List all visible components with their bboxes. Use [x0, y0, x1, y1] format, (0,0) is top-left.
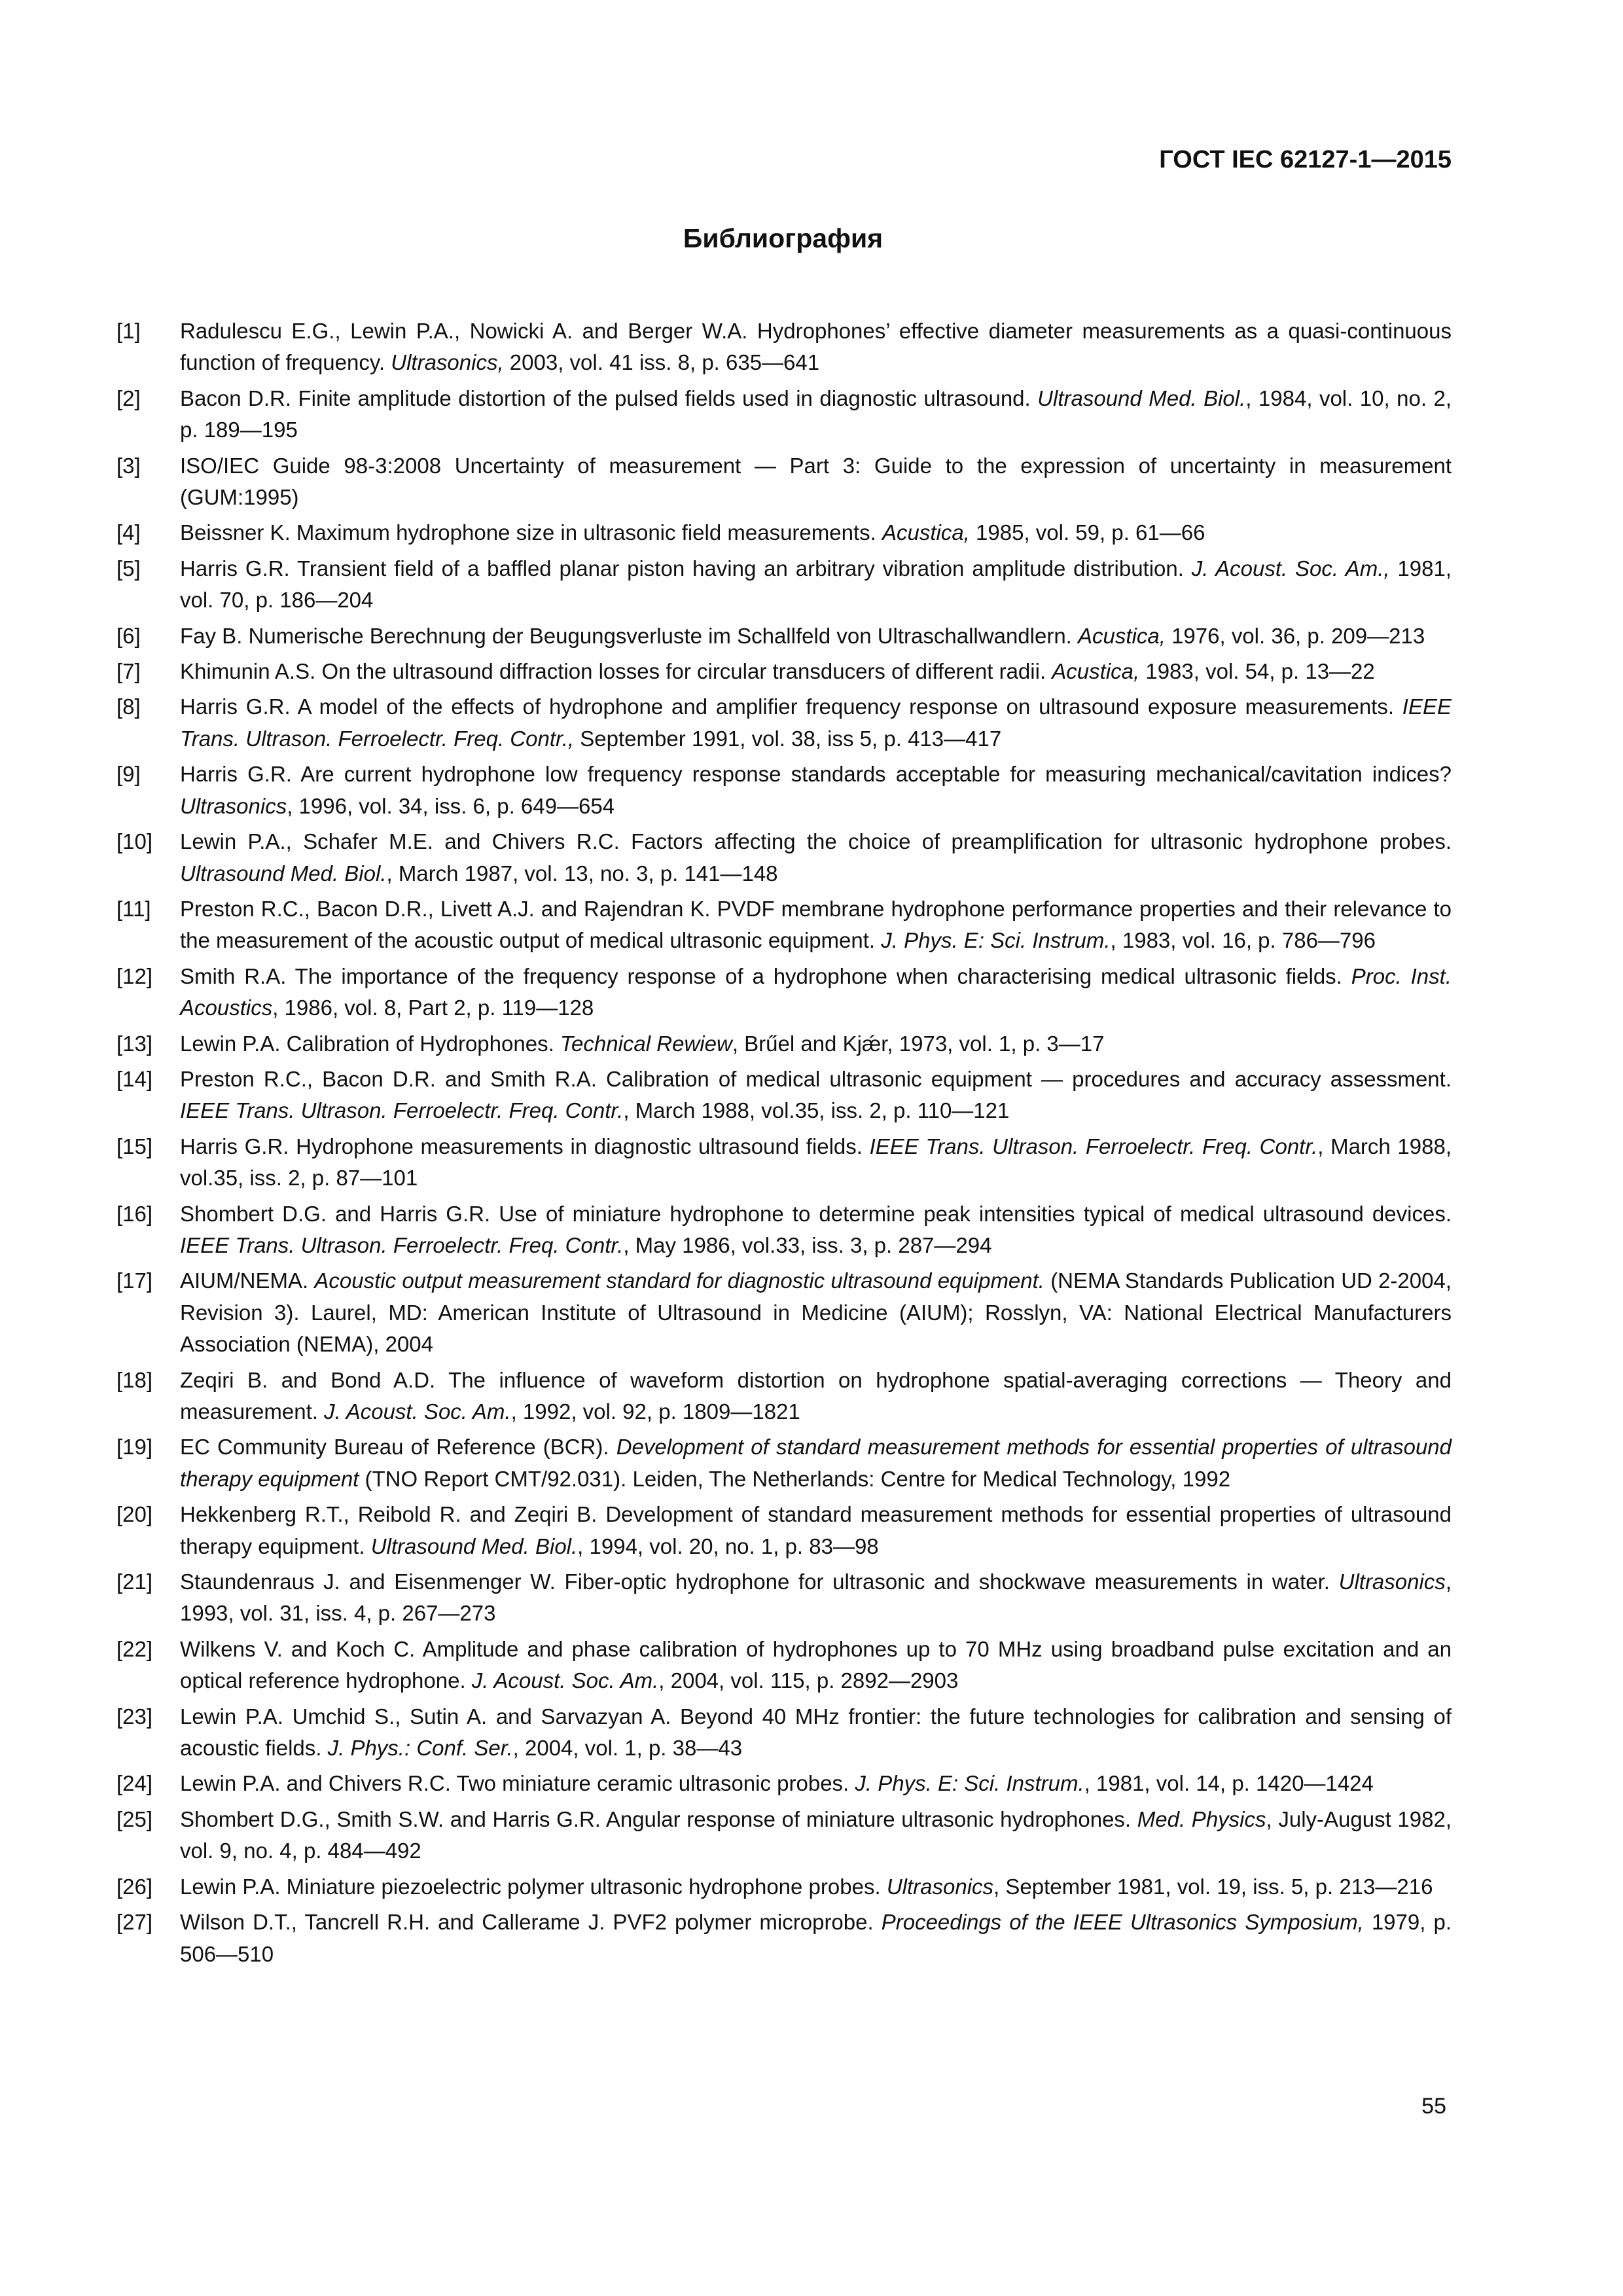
reference-number: [5] [116, 556, 141, 581]
reference-number: [13] [116, 1031, 153, 1056]
reference-number: [23] [116, 1704, 153, 1729]
reference-item [116, 315, 1452, 379]
reference-source-italic: Ultrasonics, [391, 350, 504, 375]
reference-text-part: , Brűel and Kjǽr, 1973, vol. 1, p. 3—17 [732, 1031, 1105, 1056]
reference-item [116, 1907, 1452, 1970]
reference-item [116, 383, 1452, 446]
reference-source-italic: Ultrasonics [1338, 1570, 1446, 1594]
reference-text [180, 691, 1452, 755]
reference-text-part: , 1984, vol. 10, no. 2, p. 189—195 [180, 386, 1452, 442]
reference-item [116, 1431, 1452, 1495]
reference-number: [8] [116, 694, 141, 719]
reference-source-italic: Ultrasonics [886, 1874, 994, 1899]
reference-number: [12] [116, 963, 153, 988]
reference-text [180, 450, 1452, 514]
reference-item [116, 1064, 1452, 1127]
reference-text-part: , September 1981, vol. 19, iss. 5, p. 213—216 [993, 1874, 1433, 1899]
reference-item [116, 961, 1452, 1024]
reference-text-part: , July-August 1982, vol. 9, no. 4, p. 484—492 [180, 1806, 1452, 1863]
reference-text-part: Harris G.R. Hydrophone measurements in diagnostic ultrasound fields. [180, 1134, 870, 1158]
reference-text [180, 1198, 1452, 1262]
reference-text [180, 1871, 1452, 1903]
reference-text-part: , 1994, vol. 20, no. 1, p. 83—98 [577, 1534, 879, 1558]
reference-text [180, 315, 1452, 379]
reference-text [180, 826, 1452, 889]
reference-text-part: , 1983, vol. 16, p. 786—796 [1110, 928, 1376, 953]
reference-item [116, 826, 1452, 889]
reference-source-italic: Ultrasonics [180, 793, 287, 818]
reference-number: [24] [116, 1771, 153, 1796]
reference-item [116, 1566, 1452, 1630]
reference-source-italic: Proc. Inst. Acoustics [180, 963, 1452, 1020]
reference-item [116, 656, 1452, 687]
reference-source-italic: Ultrasound Med. Biol. [1037, 386, 1246, 410]
reference-text-part: Preston R.C., Bacon D.R. and Smith R.A. Calibration of medical ultrasonic equipment — procedures and accuracy assessment. [180, 1066, 1452, 1091]
reference-text-part: 2003, vol. 41 iss. 8, p. 635—641 [503, 350, 820, 375]
reference-item [116, 1499, 1452, 1562]
reference-text-part: , 1996, vol. 34, iss. 6, p. 649—654 [287, 793, 615, 818]
reference-text-part: Hekkenberg R.T., Reibold R. and Zeqiri B. Development of standard measurement methods for essential properties of ultrasound therapy equipment. [180, 1502, 1452, 1558]
reference-text-part: 1981, vol. 70, p. 186—204 [180, 556, 1452, 613]
reference-text-part: Lewin P.A., Schafer M.E. and Chivers R.C. Factors affecting the choice of preamplification for ultrasonic hydrophone probes. [180, 829, 1452, 854]
reference-text-part: Harris G.R. Are current hydrophone low frequency response standards acceptable for measuring mechanical/cavitation indices? [180, 762, 1452, 787]
reference-number: [20] [116, 1502, 153, 1527]
reference-text [180, 1566, 1452, 1630]
reference-source-italic: Ultrasound Med. Biol. [370, 1534, 578, 1558]
reference-item [116, 1365, 1452, 1428]
reference-text-part: , 1986, vol. 8, Part 2, p. 119—128 [272, 996, 594, 1020]
reference-text [180, 517, 1452, 548]
reference-item [116, 1768, 1452, 1799]
reference-source-italic: Development of standard measurement methods for essential properties of ultrasound therapy equipment [180, 1435, 1452, 1491]
reference-item [116, 1871, 1452, 1903]
reference-number: [1] [116, 319, 141, 343]
reference-text-part: (NEMA Standards Publication UD 2-2004, Revision 3). Laurel, MD: American Institute of Ultrasound in Medicine (AIUM); Rosslyn, VA: National Electrical Manufacturers Association (NEMA), 2004 [180, 1268, 1452, 1357]
reference-text [180, 383, 1452, 446]
reference-text-part: , March 1988, vol.35, iss. 2, p. 110—121 [623, 1098, 1010, 1123]
reference-text-part: 1985, vol. 59, p. 61—66 [969, 520, 1205, 545]
reference-text-part: 1983, vol. 54, p. 13—22 [1139, 659, 1375, 684]
reference-number: [6] [116, 623, 141, 648]
reference-text-part: , March 1987, vol. 13, no. 3, p. 141—148 [386, 861, 778, 886]
reference-text-part: Harris G.R. A model of the effects of hydrophone and amplifier frequency response on ultrasound exposure measurements. [180, 694, 1402, 719]
reference-text-part: , 1981, vol. 14, p. 1420—1424 [1084, 1771, 1374, 1796]
reference-text [180, 1064, 1452, 1127]
reference-item [116, 759, 1452, 822]
reference-item [116, 1028, 1452, 1060]
reference-number: [10] [116, 829, 153, 854]
reference-text [180, 893, 1452, 957]
reference-text-part: , 2004, vol. 115, p. 2892—2903 [658, 1668, 959, 1693]
reference-item [116, 517, 1452, 548]
reference-number: [19] [116, 1435, 153, 1460]
reference-text-part: ISO/IEC Guide 98-3:2008 Uncertainty of measurement — Part 3: Guide to the expression of uncertainty in measurement (GUM:1995) [180, 453, 1452, 510]
reference-number: [26] [116, 1874, 153, 1899]
reference-text-part: Khimunin A.S. On the ultrasound diffraction losses for circular transducers of different radii. [180, 659, 1052, 684]
reference-text-part: Bacon D.R. Finite amplitude distortion of the pulsed fields used in diagnostic ultrasound. [180, 386, 1038, 410]
reference-source-italic: J. Acoust. Soc. Am. [324, 1399, 511, 1424]
reference-text [180, 1265, 1452, 1360]
reference-text [180, 961, 1452, 1024]
reference-text [180, 1804, 1452, 1867]
reference-source-italic: Med. Physics [1137, 1806, 1266, 1831]
reference-number: [27] [116, 1910, 153, 1935]
reference-source-italic: Technical Rewiew [560, 1031, 732, 1056]
reference-source-italic: IEEE Trans. Ultrason. Ferroelectr. Freq. Contr. [180, 1098, 624, 1123]
reference-source-italic: Acustica, [1078, 623, 1166, 648]
reference-text-part: Preston R.C., Bacon D.R., Livett A.J. and Rajendran K. PVDF membrane hydrophone performance properties and their relevance to the measurement of the acoustic output of medical ultrasonic equipment. [180, 896, 1452, 953]
reference-number: [25] [116, 1806, 153, 1831]
reference-text-part: Lewin P.A. Miniature piezoelectric polymer ultrasonic hydrophone probes. [180, 1874, 887, 1899]
reference-text-part: , 2004, vol. 1, p. 38—43 [512, 1736, 743, 1761]
reference-source-italic: J. Acoust. Soc. Am., [1191, 556, 1390, 581]
reference-item [116, 1634, 1452, 1697]
reference-number: [9] [116, 762, 141, 787]
reference-text [180, 1701, 1452, 1765]
reference-item [116, 1131, 1452, 1194]
reference-source-italic: Ultrasound Med. Biol. [180, 861, 387, 886]
reference-number: [4] [116, 520, 141, 545]
reference-text-part: (TNO Report CMT/92.031). Leiden, The Netherlands: Centre for Medical Technology, 1992 [359, 1466, 1231, 1491]
reference-source-italic: Acoustic output measurement standard for diagnostic ultrasound equipment. [314, 1268, 1044, 1293]
reference-text [180, 1907, 1452, 1970]
reference-number: [21] [116, 1570, 153, 1594]
reference-item [116, 893, 1452, 957]
reference-text-part: Zeqiri B. and Bond A.D. The influence of waveform distortion on hydrophone spatial-averaging corrections — Theory and measurement. [180, 1367, 1452, 1424]
reference-text-part: Beissner K. Maximum hydrophone size in ultrasonic field measurements. [180, 520, 882, 545]
reference-item [116, 620, 1452, 652]
reference-number: [16] [116, 1201, 153, 1226]
reference-text-part: , 1992, vol. 92, p. 1809—1821 [510, 1399, 800, 1424]
page-number: 55 [1421, 2094, 1446, 2119]
reference-text-part: Lewin P.A. Calibration of Hydrophones. [180, 1031, 560, 1056]
reference-number: [17] [116, 1268, 153, 1293]
reference-text [180, 1431, 1452, 1495]
reference-text-part: , May 1986, vol.33, iss. 3, p. 287—294 [623, 1232, 992, 1257]
bibliography-title: Библиография [683, 223, 883, 253]
reference-text-part: Lewin P.A. Umchid S., Sutin A. and Sarvazyan A. Beyond 40 MHz frontier: the future technologies for calibration and sensing of acoustic fields. [180, 1704, 1452, 1761]
reference-text-part: , 1993, vol. 31, iss. 4, p. 267—273 [180, 1570, 1452, 1626]
reference-source-italic: J. Phys. E: Sci. Instrum. [855, 1771, 1084, 1796]
reference-text [180, 553, 1452, 617]
reference-text [180, 1634, 1452, 1697]
reference-text [180, 620, 1452, 652]
reference-number: [11] [116, 896, 151, 921]
reference-source-italic: J. Phys.: Conf. Ser. [327, 1736, 513, 1761]
reference-source-italic: Acustica, [882, 520, 970, 545]
reference-number: [7] [116, 659, 141, 684]
bibliography-list [116, 315, 1452, 1974]
reference-text-part: Shombert D.G., Smith S.W. and Harris G.R. Angular response of miniature ultrasonic hydrophones. [180, 1806, 1137, 1831]
reference-source-italic: IEEE Trans. Ultrason. Ferroelectr. Freq. Contr. [869, 1134, 1318, 1158]
reference-item [116, 1198, 1452, 1262]
reference-number: [15] [116, 1134, 153, 1158]
reference-source-italic: IEEE Trans. Ultrason. Ferroelectr. Freq. Contr. [180, 1232, 624, 1257]
reference-item [116, 691, 1452, 755]
reference-text-part: EC Community Bureau of Reference (BCR). [180, 1435, 616, 1460]
reference-text-part: Smith R.A. The importance of the frequency response of a hydrophone when characterising medical ultrasonic fields. [180, 963, 1351, 988]
reference-item [116, 450, 1452, 514]
reference-text [180, 656, 1452, 687]
reference-text [180, 1028, 1452, 1060]
reference-text-part: Radulescu E.G., Lewin P.A., Nowicki A. and Berger W.A. Hydrophones’ effective diameter measurements as a quasi-continuous function of frequency. [180, 319, 1452, 375]
reference-source-italic: Proceedings of the IEEE Ultrasonics Symposium, [881, 1910, 1364, 1935]
reference-text [180, 759, 1452, 822]
reference-text-part: Wilkens V. and Koch C. Amplitude and phase calibration of hydrophones up to 70 MHz using broadband pulse excitation and an optical reference hydrophone. [180, 1636, 1452, 1693]
reference-text [180, 1131, 1452, 1194]
reference-text-part: AIUM/NEMA. [180, 1268, 315, 1293]
document-code-header: ГОСТ IEC 62127-1—2015 [1159, 146, 1452, 173]
reference-text-part: Harris G.R. Transient field of a baffled planar piston having an arbitrary vibration amplitude distribution. [180, 556, 1192, 581]
reference-text-part: Staundenraus J. and Eisenmenger W. Fiber-optic hydrophone for ultrasonic and shockwave measurements in water. [180, 1570, 1339, 1594]
reference-text-part: 1979, p. 506—510 [180, 1910, 1452, 1966]
reference-item [116, 1701, 1452, 1765]
reference-source-italic: IEEE Trans. Ultrason. Ferroelectr. Freq. Contr., [180, 694, 1452, 751]
reference-item [116, 1265, 1452, 1360]
reference-source-italic: Acustica, [1052, 659, 1140, 684]
reference-text-part: Wilson D.T., Tancrell R.H. and Callerame J. PVF2 polymer microprobe. [180, 1910, 882, 1935]
reference-text-part: Lewin P.A. and Chivers R.C. Two miniature ceramic ultrasonic probes. [180, 1771, 855, 1796]
reference-number: [14] [116, 1066, 153, 1091]
reference-item [116, 553, 1452, 617]
reference-item [116, 1804, 1452, 1867]
reference-text-part: 1976, vol. 36, p. 209—213 [1165, 623, 1425, 648]
reference-number: [2] [116, 386, 141, 410]
reference-text-part: Fay B. Numerische Berechnung der Beugungsverluste im Schallfeld von Ultraschallwandlern. [180, 623, 1079, 648]
reference-source-italic: J. Acoust. Soc. Am. [471, 1668, 659, 1693]
reference-number: [22] [116, 1636, 153, 1661]
reference-source-italic: J. Phys. E: Sci. Instrum. [881, 928, 1111, 953]
reference-text-part: September 1991, vol. 38, iss 5, p. 413—417 [574, 726, 1002, 751]
reference-text [180, 1768, 1452, 1799]
reference-text [180, 1499, 1452, 1562]
reference-number: [3] [116, 453, 141, 478]
reference-text-part: , March 1988, vol.35, iss. 2, p. 87—101 [180, 1134, 1452, 1191]
reference-text [180, 1365, 1452, 1428]
reference-number: [18] [116, 1367, 153, 1392]
reference-text-part: Shombert D.G. and Harris G.R. Use of miniature hydrophone to determine peak intensities typical of medical ultrasound devices. [180, 1201, 1452, 1226]
